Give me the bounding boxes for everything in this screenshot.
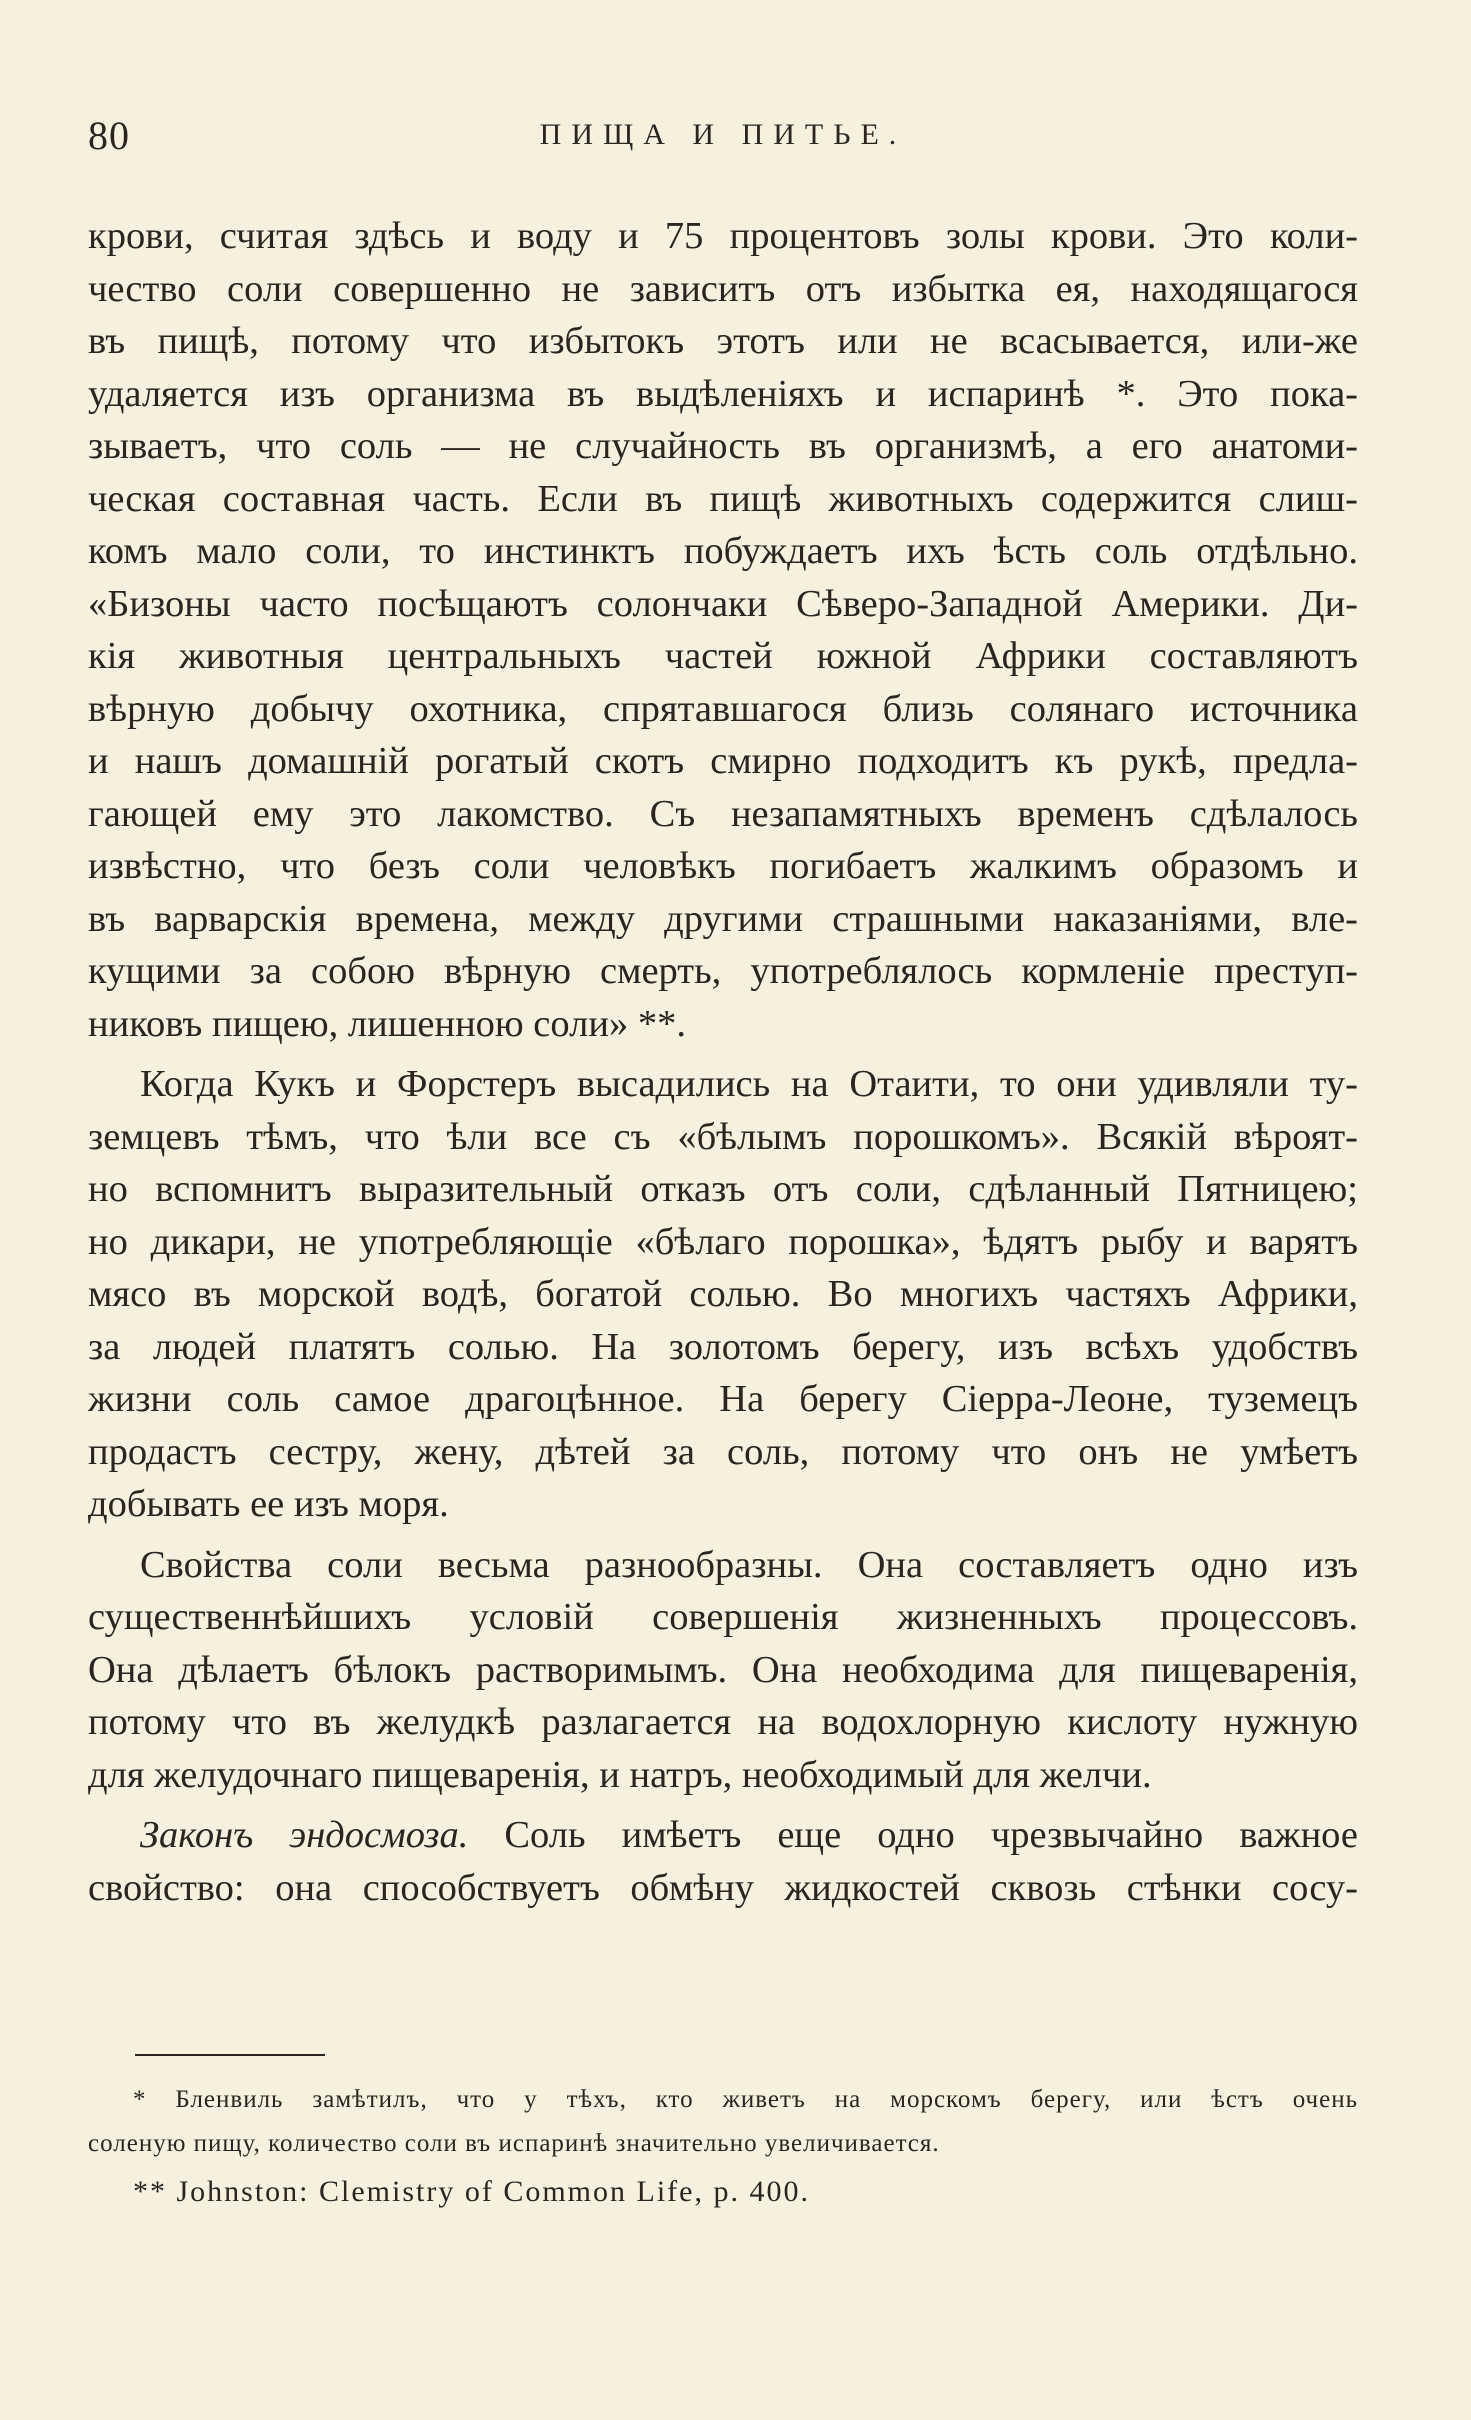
footnote-1-line: соленую пищу, количество соли въ испаринѣ значительно увеличивается.	[88, 2130, 940, 2157]
text-line: мясо въ морской водѣ, богатой солью. Во многихъ частяхъ Африки,	[88, 1273, 1358, 1315]
text-line: земцевъ тѣмъ, что ѣли все съ «бѣлымъ порошкомъ». Всякій вѣроят-	[88, 1115, 1358, 1158]
footnote-1-line: * Бленвиль замѣтилъ, что у тѣхъ, кто живетъ на морскомъ берегу, или ѣстъ очень	[133, 2086, 1358, 2113]
body-text	[88, 210, 1358, 1914]
text-line: комъ мало соли, то инстинктъ побуждаетъ ихъ ѣсть соль отдѣльно.	[88, 530, 1358, 572]
text-line: извѣстно, что безъ соли человѣкъ погибаетъ жалкимъ образомъ и	[88, 845, 1358, 887]
text-line: Свойства соли весьма разнообразны. Она составляетъ одно изъ	[140, 1543, 1358, 1586]
page-header	[88, 112, 1358, 172]
footnote-divider	[135, 2054, 325, 2056]
text-line: свойство: она способствуетъ обмѣну жидкостей сквозь стѣнки сосу-	[88, 1866, 1358, 1909]
text-line: но вспомнитъ выразительный отказъ отъ соли, сдѣланный Пятницею;	[88, 1168, 1358, 1210]
text-line: зываетъ, что соль — не случайность въ организмѣ, а его анатоми-	[88, 425, 1358, 467]
text-line: но дикари, не употребляющіе «бѣлаго порошка», ѣдятъ рыбу и варятъ	[88, 1220, 1358, 1263]
text-line: за людей платятъ солью. На золотомъ берегу, изъ всѣхъ удобствъ	[88, 1325, 1358, 1368]
text-span: Соль имѣетъ еще одно чрезвычайно важное	[468, 1814, 1358, 1856]
text-line: кія животныя центральныхъ частей южной Африки составляютъ	[88, 635, 1358, 677]
text-line: ческая составная часть. Если въ пищѣ животныхъ содержится слиш-	[88, 477, 1358, 520]
text-line: Когда Кукъ и Форстеръ высадились на Отаити, то они удивляли ту-	[140, 1063, 1358, 1105]
footnotes	[88, 2078, 1358, 2214]
text-line: кущими за собою вѣрную смерть, употреблялось кормленіе преступ-	[88, 950, 1358, 992]
text-line: «Бизоны часто посѣщаютъ солончаки Сѣверо-Западной Америки. Ди-	[88, 582, 1358, 625]
text-line: вѣрную добычу охотника, спрятавшагося близь солянаго источника	[88, 687, 1358, 730]
text-line: въ варварскія времена, между другими страшными наказаніями, вле-	[88, 897, 1358, 940]
footnote-2: ** Johnston: Clemistry of Common Life, p. 400.	[133, 2175, 810, 2208]
text-line: Она дѣлаетъ бѣлокъ растворимымъ. Она необходима для пищеваренія,	[88, 1648, 1358, 1691]
page-number: 80	[88, 113, 130, 158]
paragraph-3	[88, 1539, 1358, 1802]
text-line	[88, 1809, 1358, 1862]
text-line: добывать ее изъ моря.	[88, 1483, 449, 1525]
text-line: гающей ему это лакомство. Съ незапамятныхъ временъ сдѣлалось	[88, 792, 1358, 835]
text-line: въ пищѣ, потому что избытокъ этотъ или не всасывается, или-же	[88, 320, 1358, 362]
text-line: потому что въ желудкѣ разлагается на водохлорную кислоту нужную	[88, 1701, 1358, 1743]
paragraph-1	[88, 210, 1358, 1050]
text-line: крови, считая здѣсь и воду и 75 процентовъ золы крови. Это коли-	[88, 215, 1358, 257]
text-line: продастъ сестру, жену, дѣтей за соль, потому что онъ не умѣетъ	[88, 1430, 1358, 1473]
text-line: жизни соль самое драгоцѣнное. На берегу Сіерра-Леоне, туземецъ	[88, 1378, 1358, 1420]
paragraph-2	[88, 1058, 1358, 1531]
section-lead-italic: Законъ эндосмоза.	[140, 1814, 469, 1856]
text-line: никовъ пищею, лишенною соли» **.	[88, 1002, 686, 1045]
text-line: чество соли совершенно не зависитъ отъ избытка ея, находящагося	[88, 267, 1358, 310]
text-line: удаляется изъ организма въ выдѣленіяхъ и испаринѣ *. Это пока-	[88, 372, 1358, 415]
text-line: и нашъ домашній рогатый скотъ смирно подходитъ къ рукѣ, предла-	[88, 740, 1358, 782]
running-title: ПИЩА И ПИТЬЕ.	[539, 118, 907, 151]
text-line: существеннѣйшихъ условій совершенія жизненныхъ процессовъ.	[88, 1596, 1358, 1638]
paragraph-4	[88, 1809, 1358, 1914]
text-line: для желудочнаго пищеваренія, и натръ, необходимый для желчи.	[88, 1753, 1152, 1796]
